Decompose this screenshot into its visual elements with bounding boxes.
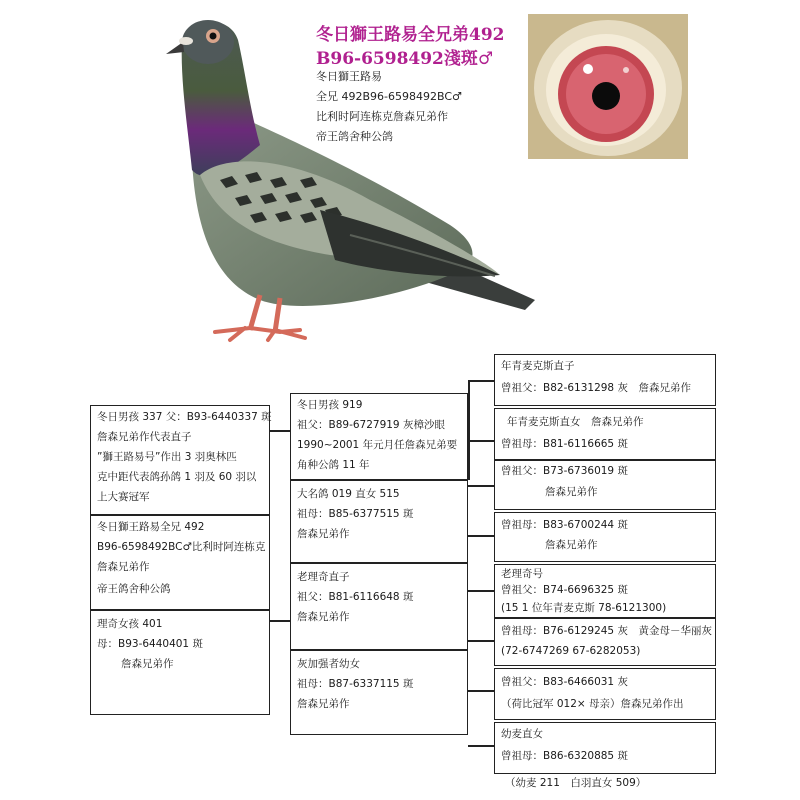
- great-grandparent-box: [494, 668, 716, 720]
- grandparent-line: 祖母：B87-6337115 斑: [297, 678, 414, 690]
- great-grandparent-box: [494, 354, 716, 406]
- grandparent-box: [290, 650, 468, 735]
- title-line-1: 冬日獅王路易全兄弟492: [316, 25, 505, 45]
- subject-line: B96-6598492BC♂比利时阿连栋克: [97, 541, 266, 553]
- mother-line: 詹森兄弟作: [121, 658, 174, 670]
- great-grandparent-line: 曾祖母：B76-6129245 灰 黄金母－华丽灰: [501, 625, 712, 637]
- connector: [270, 620, 290, 622]
- great-grandparent-line: 詹森兄弟作: [545, 539, 598, 551]
- grandparent-line: 詹森兄弟作: [297, 528, 350, 540]
- great-grandparent-box: [494, 512, 716, 562]
- sub-line-2: 全兄 492B96-6598492BC♂: [316, 90, 462, 103]
- grandparent-box: [290, 563, 468, 650]
- grandparent-box: [290, 480, 468, 563]
- subject-box: [90, 515, 270, 610]
- mother-box: [90, 610, 270, 715]
- great-grandparent-line: 曾祖父：B83-6466031 灰: [501, 676, 628, 688]
- grandparent-line: 老理奇直子: [297, 571, 350, 583]
- great-grandparent-line: (15 1 位年青麦克斯 78-6121300): [501, 602, 667, 614]
- great-grandparent-line: (72-6747269 67-6282053): [501, 645, 641, 657]
- father-line: ”獅王路易号”作出 3 羽奥林匹: [97, 451, 237, 463]
- great-grandparent-line: 曾祖母：B86-6320885 斑: [501, 750, 628, 762]
- mother-line: 理奇女孩 401: [97, 618, 163, 630]
- grandparent-line: 詹森兄弟作: [297, 698, 350, 710]
- connector: [270, 430, 290, 432]
- father-line: 上大赛冠军: [97, 491, 150, 503]
- great-grandparent-line: 曾祖父：B82-6131298 灰 詹森兄弟作: [501, 382, 691, 394]
- subject-line: 帝王鸽舍种公鸽: [97, 583, 171, 595]
- mother-line: 母：B93-6440401 斑: [97, 638, 203, 650]
- father-line: 克中距代表鸽孙鸽 1 羽及 60 羽以: [97, 471, 257, 483]
- great-grandparent-line: 幼麦直女: [501, 728, 543, 740]
- great-grandparent-line: 年青麦克斯直女 詹森兄弟作: [507, 416, 644, 428]
- title-line-2: B96-6598492淺斑♂: [316, 49, 494, 69]
- grandparent-line: 角种公鸽 11 年: [297, 459, 370, 471]
- great-grandparent-line: 曾祖父：B73-6736019 斑: [501, 465, 628, 477]
- great-grandparent-box: [494, 722, 716, 774]
- connector: [468, 440, 494, 442]
- great-grandparent-line: 老理奇号: [501, 568, 543, 580]
- grandparent-line: 冬日男孩 919: [297, 399, 363, 411]
- grandparent-line: 詹森兄弟作: [297, 611, 350, 623]
- subject-line: 冬日獅王路易全兄 492: [97, 521, 205, 533]
- great-grandparent-box: [494, 618, 716, 666]
- connector: [468, 380, 470, 480]
- grandparent-line: 祖母：B85-6377515 斑: [297, 508, 414, 520]
- sub-line-3: 比利时阿连栋克詹森兄弟作: [316, 110, 448, 123]
- grandparent-line: 1990~2001 年元月任詹森兄弟要: [297, 439, 458, 451]
- connector: [468, 535, 494, 537]
- great-grandparent-box: [494, 460, 716, 510]
- connector: [468, 380, 494, 382]
- great-grandparent-line: 年青麦克斯直子: [501, 360, 575, 372]
- father-line: 詹森兄弟作代表直子: [97, 431, 192, 443]
- great-grandparent-line: 曾祖母：B83-6700244 斑: [501, 519, 628, 531]
- great-grandparent-line: 曾祖父：B74-6696325 斑: [501, 584, 628, 596]
- eye-image: [528, 14, 688, 159]
- great-grandparent-line: （荷比冠军 012× 母亲）詹森兄弟作出: [501, 698, 684, 710]
- great-grandparent-line: 詹森兄弟作: [545, 486, 598, 498]
- grandparent-line: 灰加强者幼女: [297, 658, 360, 670]
- sub-line-1: 冬日獅王路易: [316, 70, 382, 83]
- father-line: 冬日男孩 337 父：B93-6440337 斑: [97, 411, 272, 423]
- subject-line: 詹森兄弟作: [97, 561, 150, 573]
- great-grandparent-line: （幼麦 211 白羽直女 509）: [505, 777, 647, 789]
- great-grandparent-box: [494, 564, 716, 618]
- grandparent-line: 祖父：B89-6727919 灰樟沙眼: [297, 419, 445, 431]
- connector: [468, 590, 494, 592]
- connector: [468, 690, 494, 692]
- grandparent-box: [290, 393, 468, 480]
- sub-line-4: 帝王鸽舍种公鸽: [316, 130, 393, 143]
- grandparent-line: 大名鸽 019 直女 515: [297, 488, 400, 500]
- father-box: [90, 405, 270, 515]
- grandparent-line: 祖父：B81-6116648 斑: [297, 591, 414, 603]
- great-grandparent-line: 曾祖母：B81-6116665 斑: [501, 438, 628, 450]
- connector: [468, 485, 494, 487]
- great-grandparent-box: [494, 408, 716, 460]
- connector: [468, 640, 494, 642]
- connector: [468, 745, 494, 747]
